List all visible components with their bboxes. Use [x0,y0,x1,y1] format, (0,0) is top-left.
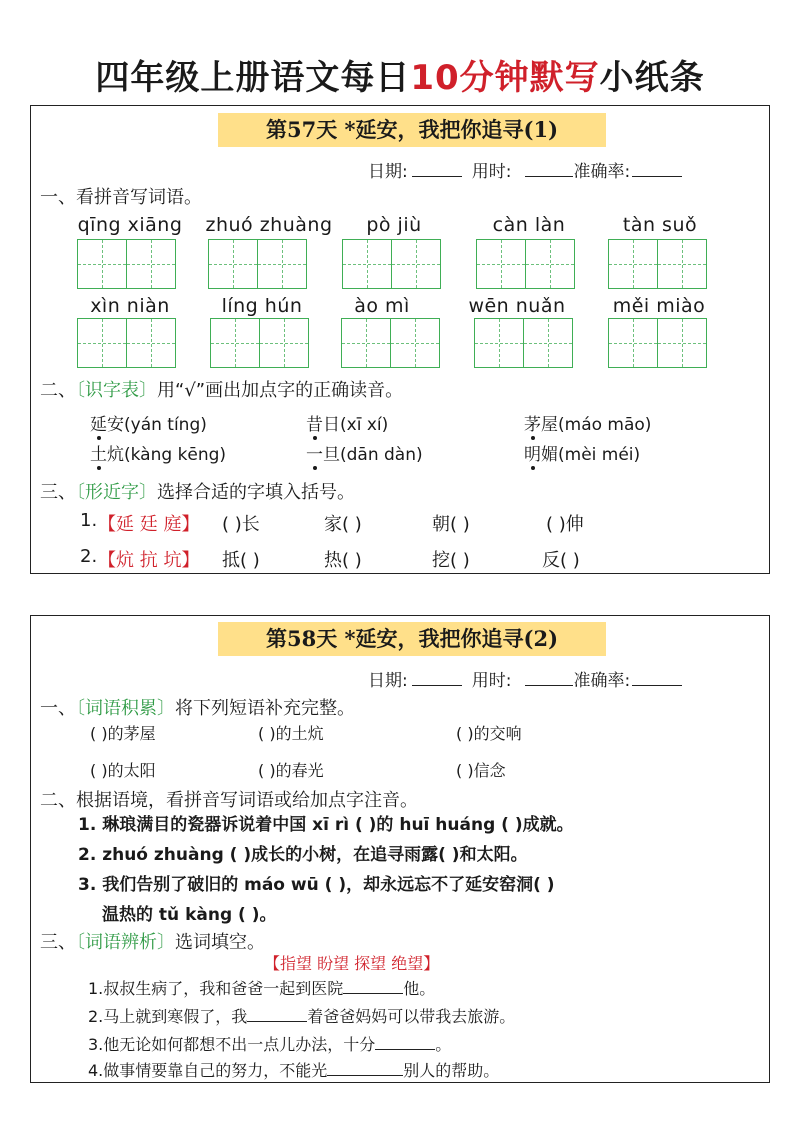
context-question-3[interactable]: 3. 我们告别了破旧的 máo wū ( )，却永远忘不了延安窑洞( ) [78,875,555,895]
day57-meta [368,157,682,182]
writing-grid[interactable] [341,318,440,370]
section-instruction: 将下列短语补充完整。 [175,698,355,719]
writing-grid[interactable] [608,318,707,370]
day58-section1-heading [40,694,355,720]
fill-blank[interactable]: 挖( ) [432,550,470,571]
dotted-char: 延 [90,415,107,435]
time-label: 用时: [471,671,512,691]
answer-blank[interactable] [343,979,403,994]
pinyin-label: càn làn [492,214,566,236]
fill-blank[interactable]: ( )长 [222,514,260,535]
day58-banner: 第58天 *延安，我把你追寻(2) [218,622,606,656]
q1-number: 1. [80,510,98,531]
choice-sentence-1[interactable] [88,976,435,999]
fill-blank[interactable]: 朝( ) [432,514,470,535]
phrase-fill[interactable]: ( )的土炕 [258,724,324,743]
dotted-char: 昔 [306,415,323,435]
fill-blank[interactable]: ( )伸 [546,514,584,535]
reading-options: 炕(kàng kēng) [107,445,227,465]
reading-item[interactable] [306,410,388,435]
choice-sentence-3[interactable] [88,1032,451,1055]
context-question-2[interactable]: 2. zhuó zhuàng ( )成长的小树，在追寻雨露( )和太阳。 [78,845,528,865]
title-tail: 小纸条 [599,58,705,98]
writing-grid[interactable] [208,239,307,291]
date-label: 日期: [368,162,408,182]
dotted-char: 茅 [524,415,541,435]
context-question-1[interactable]: 1. 琳琅满目的瓷器诉说着中国 xī rì ( )的 huī huáng ( )成就。 [78,815,574,835]
accuracy-field[interactable] [632,671,682,686]
time-label: 用时: [471,162,512,182]
reading-options: 媚(mèi méi) [541,445,641,465]
writing-grid[interactable] [342,239,441,291]
q2-char-group: 【炕 抗 坑】 [98,550,200,571]
reading-item[interactable] [306,440,423,465]
section-number: 三、 [40,482,76,503]
writing-grid[interactable] [77,239,176,291]
sentence-text: 4.做事情要靠自己的努力，不能光 [88,1061,328,1080]
choice-sentence-4[interactable] [88,1058,499,1081]
sentence-text: 。 [435,1035,452,1054]
choice-sentence-2[interactable] [88,1004,515,1027]
sentence-text: 他。 [403,979,436,998]
date-field[interactable] [412,671,462,686]
pinyin-label: xìn niàn [90,295,170,317]
section-number: 二、 [40,380,76,401]
section-tag: 〔词语积累〕 [76,698,175,719]
pinyin-label: ào mì [354,295,410,317]
fill-blank[interactable]: 热( ) [324,550,362,571]
phrase-fill[interactable]: ( )的春光 [258,761,324,780]
day57-section2-heading [40,376,403,402]
day58-meta [368,666,682,691]
writing-grid[interactable] [608,239,707,291]
pinyin-label: zhuó zhuàng [205,214,333,236]
dotted-char: 明 [524,445,541,465]
phrase-fill[interactable]: ( )的茅屋 [90,724,156,743]
q1-char-group: 【延 廷 庭】 [98,514,200,535]
accuracy-field[interactable] [632,162,682,177]
title-highlight: 10分钟默写 [410,58,600,98]
fill-blank[interactable]: 家( ) [324,514,362,535]
phrase-fill[interactable]: ( )的太阳 [90,761,156,780]
reading-options: 旦(dān dàn) [323,445,423,465]
time-field[interactable] [525,162,573,177]
day58-section2-heading: 二、根据语境，看拼音写词语或给加点字注音。 [40,790,418,811]
pinyin-label: pò jiù [366,214,422,236]
word-choices: 【指望 盼望 探望 绝望】 [264,954,440,973]
pinyin-label: tàn suǒ [622,214,698,236]
fill-blank[interactable]: 抵( ) [222,550,260,571]
sentence-text: 着爸爸妈妈可以带我去旅游。 [307,1007,516,1026]
section-tag: 〔形近字〕 [76,482,157,503]
sentence-text: 2.马上就到寒假了，我 [88,1007,248,1026]
title-main: 四年级上册语文每日 [95,58,411,98]
section-tag: 〔识字表〕 [76,380,157,401]
day58-section3-heading [40,928,265,954]
pinyin-label: wēn nuǎn [468,295,566,317]
context-question-3-cont[interactable]: 温热的 tǔ kàng ( )。 [102,905,277,925]
answer-blank[interactable] [375,1035,435,1050]
reading-options: 安(yán tíng) [107,415,207,435]
section-tag: 〔词语辨析〕 [76,932,175,953]
writing-grid[interactable] [210,318,309,370]
answer-blank[interactable] [247,1007,307,1022]
sentence-text: 3.他无论如何都想不出一点儿办法，十分 [88,1035,376,1054]
q2-number: 2. [80,546,98,567]
section-number: 三、 [40,932,76,953]
reading-item[interactable] [524,410,651,435]
section-instruction: 选词填空。 [175,932,265,953]
section-number: 一、 [40,698,76,719]
reading-options: 屋(máo māo) [541,415,652,435]
accuracy-label: 准确率: [573,671,631,691]
phrase-fill[interactable]: ( )信念 [456,761,506,780]
pinyin-label: měi miào [612,295,706,317]
pinyin-label: líng hún [221,295,303,317]
pinyin-label: qīng xiāng [77,214,183,236]
writing-grid[interactable] [474,318,573,370]
writing-grid[interactable] [476,239,575,291]
day57-section3-heading [40,478,355,504]
reading-item[interactable] [90,410,207,435]
day57-banner: 第57天 *延安，我把你追寻(1) [218,113,606,147]
fill-blank[interactable]: 反( ) [542,550,580,571]
section-instruction: 用“√”画出加点字的正确读音。 [157,380,404,401]
writing-grid[interactable] [77,318,176,370]
dotted-char: 土 [90,445,107,465]
time-field[interactable] [525,671,573,686]
reading-item[interactable] [90,440,226,465]
answer-blank[interactable] [327,1061,403,1076]
accuracy-label: 准确率: [573,162,631,182]
day57-section1-heading: 一、看拼音写词语。 [40,187,202,208]
date-label: 日期: [368,671,408,691]
dotted-char: 一 [306,445,323,465]
reading-options: 日(xī xí) [323,415,389,435]
sentence-text: 1.叔叔生病了，我和爸爸一起到医院 [88,979,344,998]
reading-item[interactable] [524,440,640,465]
section-instruction: 选择合适的字填入括号。 [157,482,355,503]
sentence-text: 别人的帮助。 [403,1061,500,1080]
date-field[interactable] [412,162,462,177]
page-title [0,50,800,99]
phrase-fill[interactable]: ( )的交响 [456,724,522,743]
